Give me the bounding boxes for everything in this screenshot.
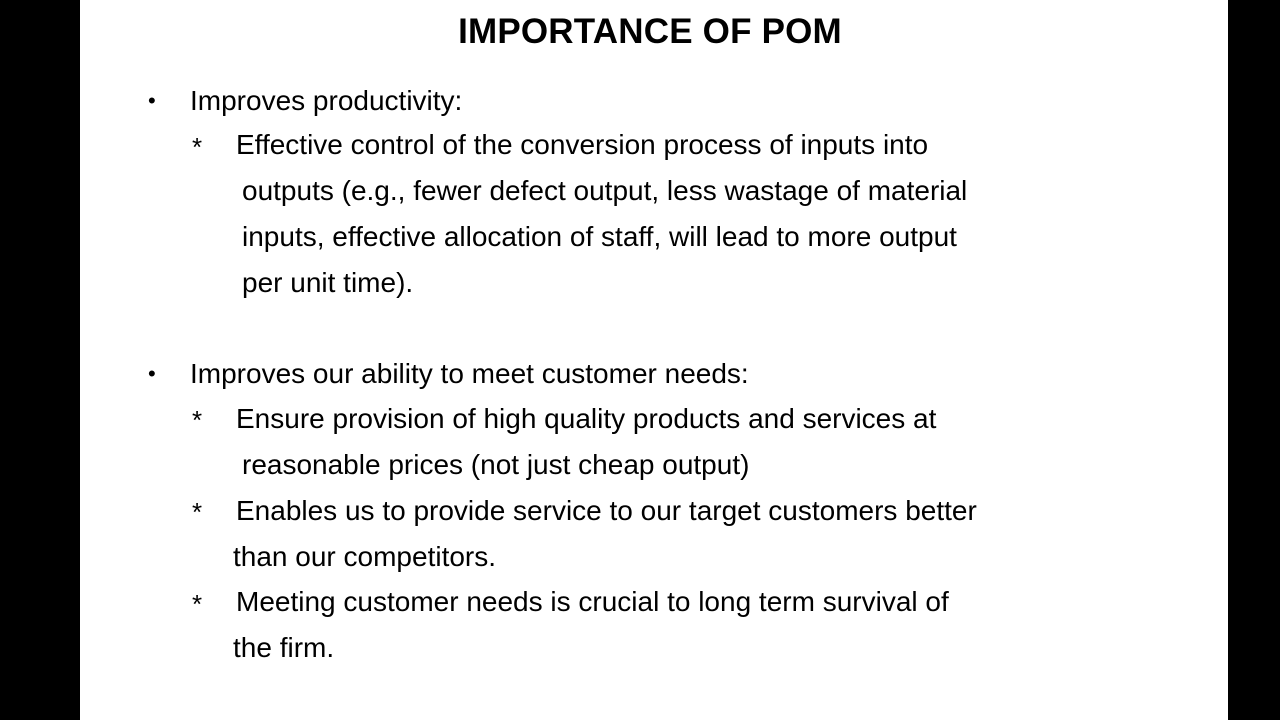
point-line: reasonable prices (not just cheap output)	[242, 449, 750, 480]
point-line: Ensure provision of high quality products and services at	[236, 403, 937, 434]
asterisk-icon: *	[192, 405, 203, 435]
slide	[80, 0, 1228, 720]
point-line: Effective control of the conversion process of inputs into	[236, 129, 929, 160]
bullet-icon: •	[148, 88, 156, 113]
asterisk-icon: *	[192, 497, 203, 527]
point-line: than our competitors.	[233, 541, 497, 572]
point-line: inputs, effective allocation of staff, will lead to more output	[242, 221, 957, 252]
section-heading-productivity: Improves productivity:	[190, 85, 463, 116]
asterisk-icon: *	[192, 589, 203, 619]
point-line: per unit time).	[242, 267, 414, 298]
point-line: Enables us to provide service to our target customers better	[236, 495, 977, 526]
section-heading-customer-needs: Improves our ability to meet customer needs:	[190, 358, 749, 389]
asterisk-icon: *	[192, 132, 203, 162]
slide-title: IMPORTANCE OF POM	[458, 12, 842, 51]
bullet-icon: •	[148, 361, 156, 386]
point-line: outputs (e.g., fewer defect output, less wastage of material	[242, 175, 968, 206]
point-line: the firm.	[233, 632, 335, 663]
point-line: Meeting customer needs is crucial to long term survival of	[236, 586, 949, 617]
